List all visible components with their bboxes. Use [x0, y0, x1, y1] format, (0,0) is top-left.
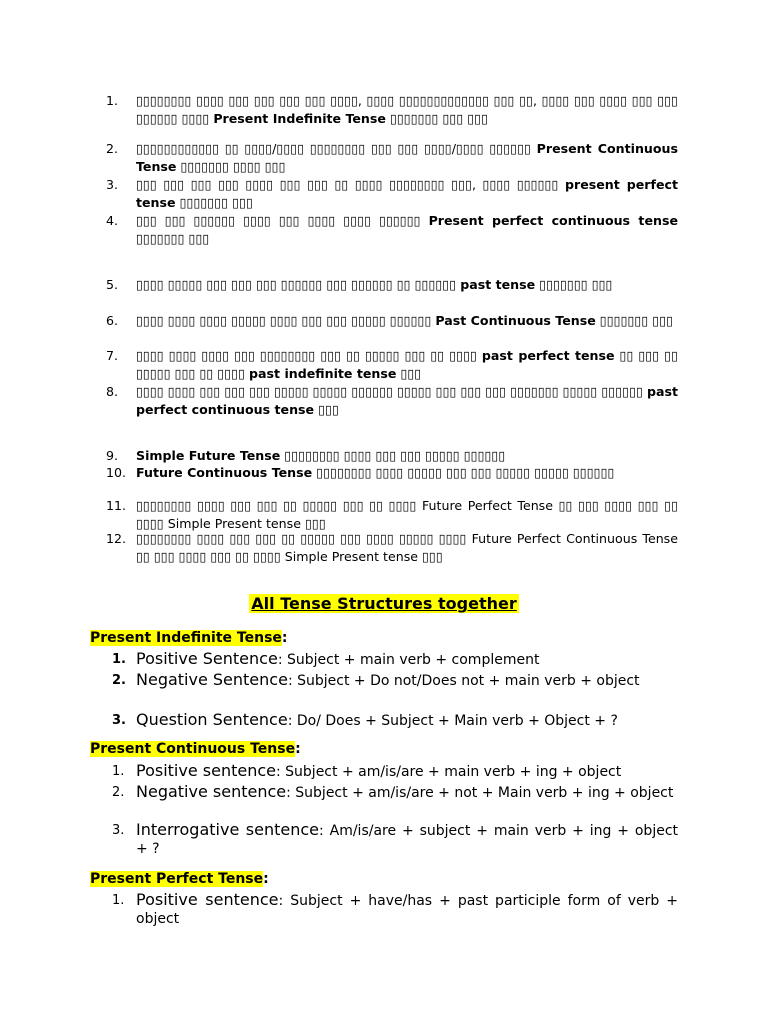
rule-number: 9.: [106, 448, 119, 463]
structure-item: [106, 762, 678, 781]
rule-number: 5.: [106, 277, 119, 292]
structure-formula: : Do/ Does + Subject + Main verb + Object + ?: [287, 713, 618, 729]
rule-text-part: ▯▯▯▯▯▯▯ ▯▯▯▯ ▯▯▯: [176, 159, 286, 174]
rule-item: [106, 530, 683, 566]
rule-text: [136, 447, 678, 465]
structure-formula: : Am/is/are + subject + main verb + ing + object + ?: [136, 823, 679, 857]
rule-number: 6.: [106, 313, 119, 328]
rule-number: 7.: [106, 348, 119, 363]
rule-text-part: ▯▯▯: [396, 366, 422, 381]
rule-text: [136, 312, 678, 330]
tense-name: past perfect continuous tense: [136, 384, 683, 417]
section-title: [0, 594, 768, 613]
rule-text-part: ▯▯▯▯▯▯▯ ▯▯▯: [595, 313, 674, 328]
rule-text: [136, 464, 678, 482]
sentence-type-label: Positive Sentence: [136, 649, 278, 668]
structure-formula: : Subject + have/has + past participle form of verb + object: [136, 893, 679, 927]
rule-number: 4.: [106, 213, 119, 228]
tense-heading-text: Present Perfect Tense: [90, 871, 264, 887]
structure-number: 2.: [112, 673, 126, 688]
sentence-type-label: Question Sentence: [136, 710, 288, 729]
rule-text: [136, 347, 683, 383]
rule-text: [136, 140, 683, 176]
structure-formula: : Subject + am/is/are + main verb + ing + object: [275, 764, 622, 780]
rule-item: [106, 92, 683, 128]
structure-number: 1.: [112, 652, 126, 667]
rule-text-part: ▯▯▯▯▯▯▯▯ ▯▯▯▯ ▯▯▯▯▯ ▯▯▯ ▯▯▯ ▯▯▯▯▯ ▯▯▯▯▯ ▯▯▯▯▯▯: [312, 465, 615, 480]
rule-text-part: ▯▯▯▯▯▯▯▯ ▯▯▯▯ ▯▯▯ ▯▯▯ ▯▯ ▯▯▯▯▯ ▯▯▯ ▯▯ ▯▯▯▯ Future Perfect Tense ▯▯ ▯▯▯ ▯▯▯▯ ▯▯▯ ▯▯ ▯▯▯▯ Simple Present tense ▯▯▯: [136, 498, 683, 531]
tense-name: past tense: [460, 277, 536, 292]
rule-number: 12.: [106, 531, 127, 546]
tense-name: present perfect tense: [136, 177, 683, 210]
rule-number: 2.: [106, 141, 119, 156]
tense-heading-text: Present Indefinite Tense: [90, 630, 282, 646]
structure-item: [106, 821, 678, 858]
rule-item: [106, 447, 678, 465]
rule-number: 10.: [106, 465, 127, 480]
structure-item: [106, 783, 678, 802]
tense-heading: Present Perfect Tense:: [90, 871, 269, 887]
rule-text: [136, 212, 682, 248]
rule-text-part: ▯▯▯▯▯▯▯▯ ▯▯▯▯ ▯▯▯ ▯▯▯ ▯▯▯ ▯▯▯ ▯▯▯▯, ▯▯▯▯ ▯▯▯▯▯▯▯▯▯▯▯▯▯ ▯▯▯ ▯▯, ▯▯▯▯ ▯▯▯ ▯▯▯▯ ▯▯▯ ▯▯▯ ▯▯▯▯▯▯ ▯▯▯▯: [136, 93, 683, 126]
tense-name: Simple Future Tense: [136, 448, 281, 463]
tense-name: past indefinite tense: [249, 366, 397, 381]
sentence-type-label: Positive sentence: [136, 890, 279, 909]
rule-text: [136, 92, 683, 128]
sentence-type-label: Negative sentence: [136, 782, 287, 801]
structure-formula: : Subject + am/is/are + not + Main verb + ing + object: [286, 785, 674, 801]
structure-number: 1.: [112, 764, 125, 779]
tense-heading: Present Continuous Tense:: [90, 741, 301, 757]
rule-text: [136, 276, 678, 294]
rule-text-part: ▯▯▯▯ ▯▯▯▯ ▯▯▯▯ ▯▯▯▯▯ ▯▯▯▯ ▯▯▯ ▯▯▯ ▯▯▯▯▯ ▯▯▯▯▯▯: [136, 313, 436, 328]
rule-text-part: ▯▯▯▯▯▯▯ ▯▯▯: [175, 195, 253, 210]
tense-name: Future Continuous Tense: [136, 465, 313, 480]
tense-name: Past Continuous Tense: [435, 313, 596, 328]
structure-number: 3.: [112, 823, 125, 838]
sentence-type-label: Interrogative sentence: [136, 820, 320, 839]
rule-text-part: ▯▯▯▯▯▯▯▯▯▯▯▯ ▯▯ ▯▯▯▯/▯▯▯▯ ▯▯▯▯▯▯▯▯ ▯▯▯ ▯▯▯ ▯▯▯▯/▯▯▯▯ ▯▯▯▯▯▯: [136, 141, 537, 156]
rule-item: [106, 176, 683, 212]
rule-item: [106, 140, 683, 176]
rule-item: [106, 347, 683, 383]
rule-text: [136, 497, 683, 533]
structure-number: 3.: [112, 713, 126, 728]
rule-text-part: ▯▯▯▯▯▯▯ ▯▯▯: [535, 277, 613, 292]
rule-text-part: ▯▯▯▯▯▯▯ ▯▯▯: [136, 213, 682, 246]
tense-name: Present Indefinite Tense: [213, 111, 386, 126]
rule-item: [106, 464, 678, 482]
rule-item: [106, 212, 682, 248]
rule-number: 8.: [106, 384, 119, 399]
structure-number: 1.: [112, 893, 125, 908]
tense-heading-text: Present Continuous Tense: [90, 741, 296, 757]
rule-text-part: ▯▯ ▯▯▯ ▯▯ ▯▯▯▯▯ ▯▯▯ ▯▯ ▯▯▯▯: [136, 348, 683, 381]
rule-number: 3.: [106, 177, 119, 192]
tense-name: past perfect tense: [481, 348, 615, 363]
rule-text: [136, 530, 683, 566]
structure-number: 2.: [112, 785, 125, 800]
sentence-type-label: Positive sentence: [136, 761, 276, 780]
rule-text-part: ▯▯▯ ▯▯▯ ▯▯▯▯▯▯ ▯▯▯▯ ▯▯▯ ▯▯▯▯ ▯▯▯▯ ▯▯▯▯▯▯: [136, 213, 429, 228]
rule-item: [106, 312, 678, 330]
rule-item: [106, 383, 683, 419]
structure-item: [106, 711, 678, 730]
rule-text-part: ▯▯▯▯ ▯▯▯▯ ▯▯▯ ▯▯▯ ▯▯▯ ▯▯▯▯▯ ▯▯▯▯▯ ▯▯▯▯▯▯ ▯▯▯▯▯ ▯▯▯ ▯▯▯ ▯▯▯ ▯▯▯▯▯▯▯ ▯▯▯▯▯ ▯▯▯▯▯▯: [136, 384, 647, 399]
section-title-text: All Tense Structures together: [251, 594, 517, 613]
sentence-type-label: Negative Sentence: [136, 670, 288, 689]
structure-item: [106, 650, 678, 669]
rule-item: [106, 497, 683, 533]
tense-heading: Present Indefinite Tense:: [90, 630, 288, 646]
rule-text-part: ▯▯▯: [314, 402, 339, 417]
rule-text: [136, 383, 683, 419]
rule-number: 1.: [106, 93, 119, 108]
structure-formula: : Subject + Do not/Does not + main verb + object: [287, 673, 640, 689]
rule-text-part: ▯▯▯▯ ▯▯▯▯▯ ▯▯▯ ▯▯▯ ▯▯▯ ▯▯▯▯▯▯ ▯▯▯ ▯▯▯▯▯▯ ▯▯ ▯▯▯▯▯▯: [136, 277, 461, 292]
rule-text: [136, 176, 683, 212]
structure-item: [106, 891, 678, 928]
rule-text-part: ▯▯▯▯▯▯▯ ▯▯▯ ▯▯▯: [385, 111, 489, 126]
tense-name: Present Continuous Tense: [136, 141, 683, 174]
rule-number: 11.: [106, 498, 127, 513]
rule-item: [106, 276, 678, 294]
structure-formula: : Subject + main verb + complement: [277, 652, 540, 668]
structure-item: [106, 671, 678, 690]
rule-text-part: ▯▯▯▯▯▯▯▯ ▯▯▯▯ ▯▯▯ ▯▯▯ ▯▯▯▯▯ ▯▯▯▯▯▯: [280, 448, 506, 463]
rule-text-part: ▯▯▯▯ ▯▯▯▯ ▯▯▯▯ ▯▯▯ ▯▯▯▯▯▯▯▯ ▯▯▯ ▯▯ ▯▯▯▯▯ ▯▯▯ ▯▯ ▯▯▯▯: [136, 348, 482, 363]
rule-text-part: ▯▯▯▯▯▯▯▯ ▯▯▯▯ ▯▯▯ ▯▯▯ ▯▯ ▯▯▯▯▯ ▯▯▯ ▯▯▯▯ ▯▯▯▯▯ ▯▯▯▯ Future Perfect Continuous Tense ▯▯ ▯▯▯ ▯▯▯▯ ▯▯▯ ▯▯ ▯▯▯▯ Simple Present tense ▯▯▯: [136, 531, 683, 564]
rule-text-part: ▯▯▯ ▯▯▯ ▯▯▯ ▯▯▯ ▯▯▯▯ ▯▯▯ ▯▯▯ ▯▯ ▯▯▯▯ ▯▯▯▯▯▯▯▯ ▯▯▯, ▯▯▯▯ ▯▯▯▯▯▯: [136, 177, 565, 192]
tense-name: Present perfect continuous tense: [428, 213, 678, 228]
